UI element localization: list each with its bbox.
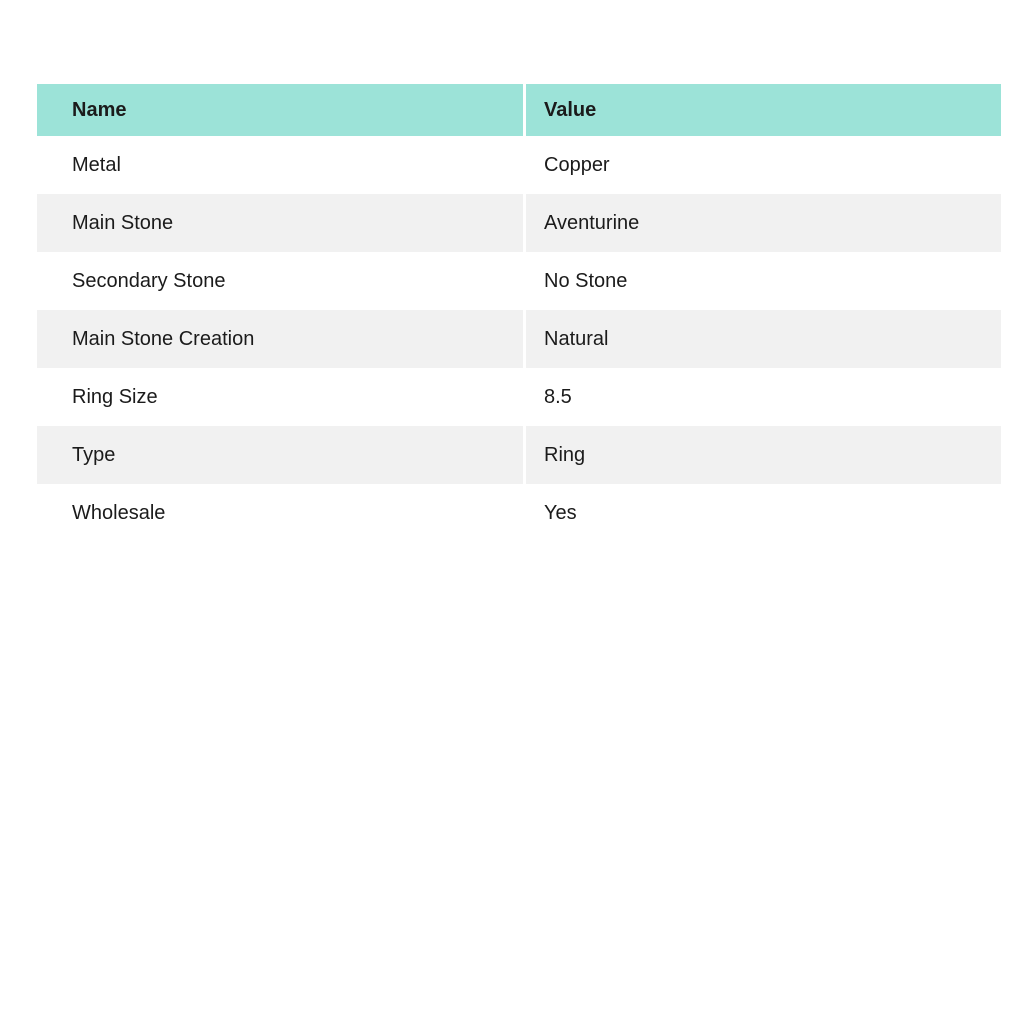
attribute-name: Main Stone Creation [72,327,255,350]
table-row [37,136,1001,194]
attribute-name: Wholesale [72,501,166,524]
table-row [37,194,1001,252]
attribute-name: Ring Size [72,385,158,408]
attribute-value: Copper [523,136,1001,194]
attributes-table [37,84,1001,542]
attribute-value: Yes [523,484,1001,542]
header-cell-name: Name [72,98,127,121]
table-row [37,310,1001,368]
attribute-name: Secondary Stone [72,269,226,292]
attribute-name: Metal [72,153,121,176]
table-header-row [37,84,1001,136]
attribute-value: 8.5 [523,368,1001,426]
table-row [37,368,1001,426]
table-row [37,252,1001,310]
table-row [37,426,1001,484]
attribute-name: Main Stone [72,211,174,234]
attribute-value: No Stone [523,252,1001,310]
attribute-value: Natural [523,310,1001,368]
attribute-value: Aventurine [523,194,1001,252]
header-cell-value: Value [523,84,1001,136]
attribute-value: Ring [523,426,1001,484]
table-row [37,484,1001,542]
attribute-name: Type [72,443,116,466]
